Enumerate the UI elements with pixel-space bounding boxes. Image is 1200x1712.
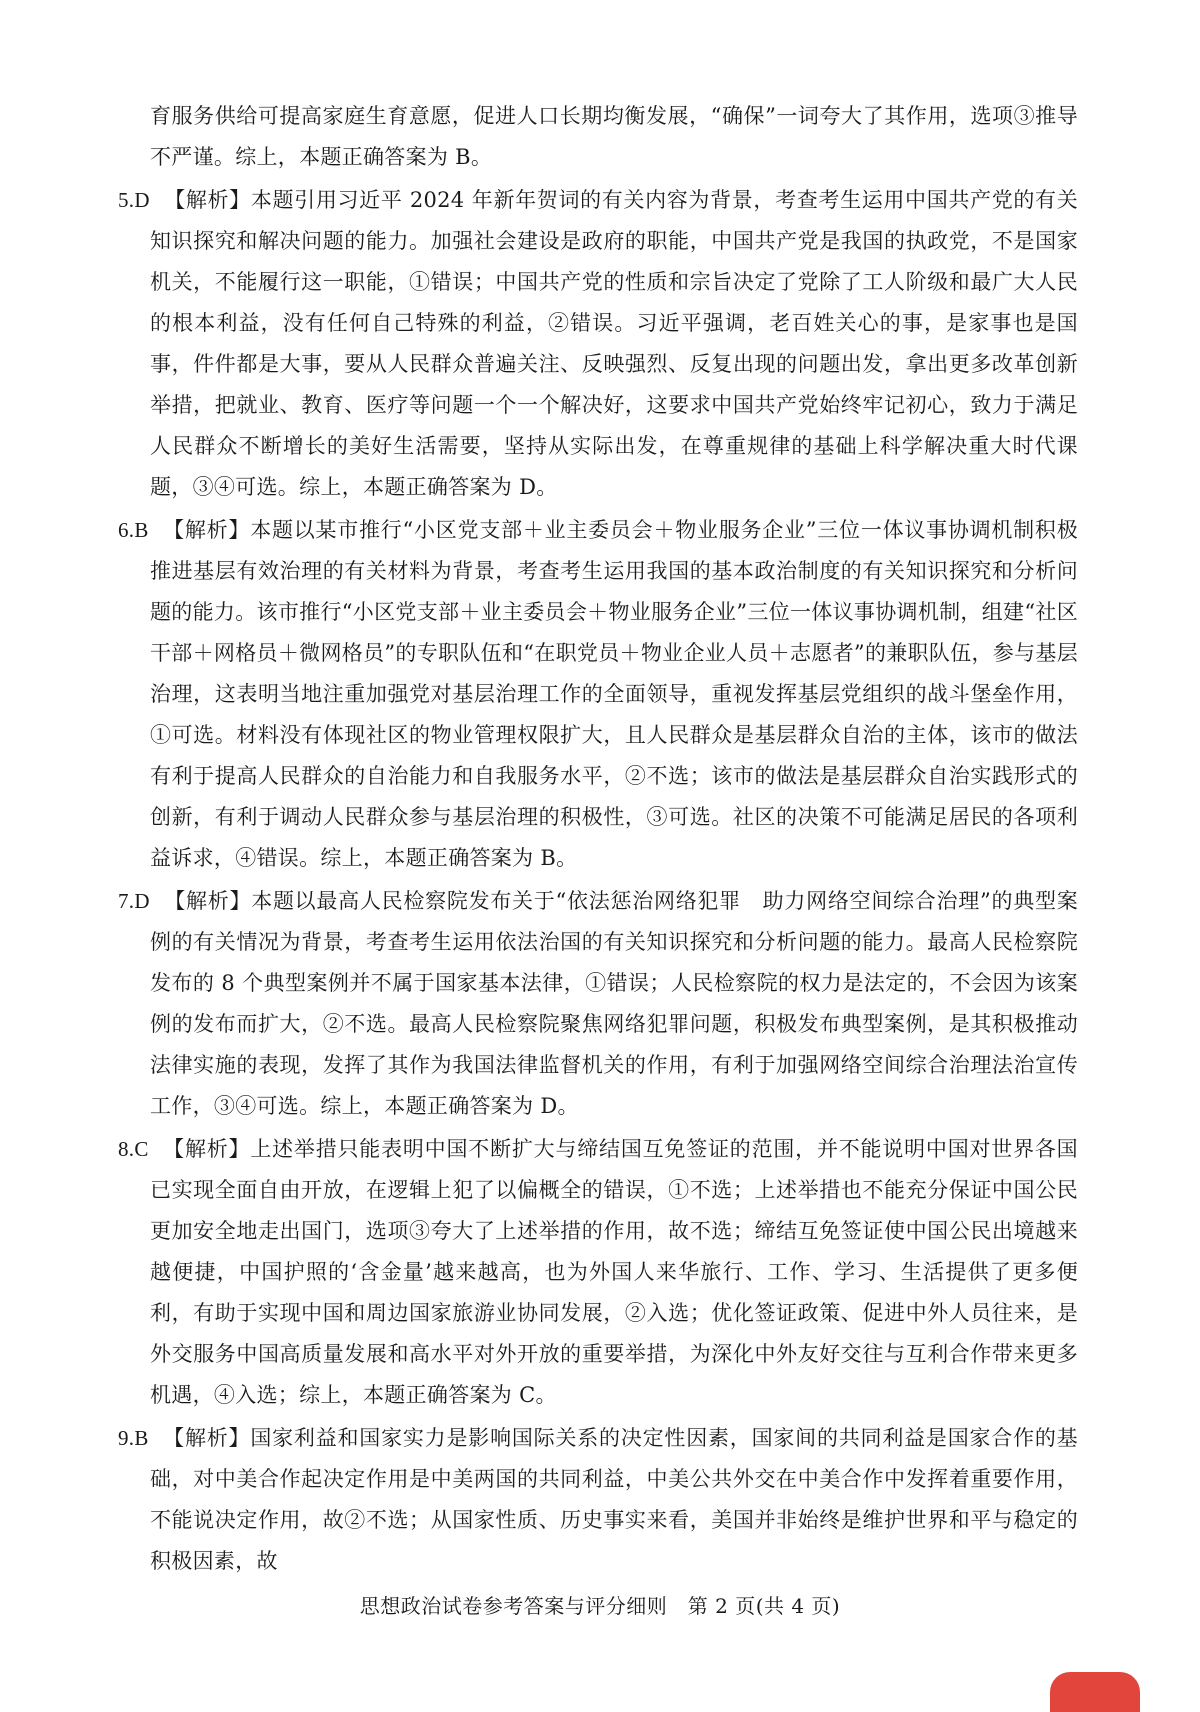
item-explanation: 【解析】国家利益和国家实力是影响国际关系的决定性因素，国家间的共同利益是国家合作的基础，对中美合作起决定作用是中美两国的共同利益，中美公共外交在中美合作中发挥着重要作用，不能说决定作用，故②不选；从国家性质、历史事实来看，美国并非始终是维护世界和平与稳定的积极因素，故 [150, 1426, 1078, 1573]
answer-item-9 [118, 1418, 1078, 1582]
answer-item-8 [118, 1129, 1078, 1416]
item-explanation: 【解析】本题引用习近平 2024 年新年贺词的有关内容为背景，考查考生运用中国共产党的有关知识探究和解决问题的能力。加强社会建设是政府的职能，中国共产党是我国的执政党，不是国家机关，不能履行这一职能，①错误；中国共产党的性质和宗旨决定了党除了工人阶级和最广大人民的根本利益，没有任何自己特殊的利益，②错误。习近平强调，老百姓关心的事，是家事也是国事，件件都是大事，要从人民群众普遍关注、反映强烈、反复出现的问题出发，拿出更多改革创新举措，把就业、教育、医疗等问题一个一个解决好，这要求中国共产党始终牢记初心，致力于满足人民群众不断增长的美好生活需要，坚持从实际出发，在尊重规律的基础上科学解决重大时代课题，③④可选。综上，本题正确答案为 D。 [150, 188, 1078, 499]
answer-content [118, 96, 1078, 1584]
continued-line-2: 谨。综上，本题正确答案为 B。 [192, 145, 493, 169]
item-explanation: 【解析】上述举措只能表明中国不断扩大与缔结国互免签证的范围，并不能说明中国对世界各国已实现全面自由开放，在逻辑上犯了以偏概全的错误，①不选；上述举措也不能充分保证中国公民更加安全地走出国门，选项③夸大了上述举措的作用，故不选；缔结互免签证使中国公民出境越来越便捷，中国护照的‘含金量’越来越高，也为外国人来华旅行、工作、学习、生活提供了更多便利，有助于实现中国和周边国家旅游业协同发展，②入选；优化签证政策、促进中外人员往来，是外交服务中国高质量发展和高水平对外开放的重要举措，为深化中外友好交往与互利合作带来更多机遇，④入选；综上，本题正确答案为 C。 [150, 1137, 1078, 1407]
item-number: 6. [118, 518, 135, 542]
answer-item-6 [118, 510, 1078, 879]
answer-item-5 [118, 180, 1078, 508]
item-answer: B [134, 518, 149, 542]
item-answer: C [134, 1137, 149, 1161]
item-explanation: 【解析】本题以某市推行“小区党支部＋业主委员会＋物业服务企业”三位一体议事协调机制积极推进基层有效治理的有关材料为背景，考查考生运用我国的基本政治制度的有关知识探究和分析问题的能力。该市推行“小区党支部＋业主委员会＋物业服务企业”三位一体议事协调机制，组建“社区干部＋网格员＋微网格员”的专职队伍和“在职党员＋物业企业人员＋志愿者”的兼职队伍，参与基层治理，这表明当地注重加强党对基层治理工作的全面领导，重视发挥基层党组织的战斗堡垒作用，①可选。材料没有体现社区的物业管理权限扩大，且人民群众是基层群众自治的主体，该市的做法有利于提高人民群众的自治能力和自我服务水平，②不选；该市的做法是基层群众自治实践形式的创新，有利于调动人民群众参与基层治理的积极性，③可选。社区的决策不可能满足居民的各项利益诉求，④错误。综上，本题正确答案为 B。 [150, 518, 1079, 870]
item-answer: D [134, 889, 150, 913]
continued-paragraph [118, 96, 1078, 178]
answer-item-7 [118, 881, 1078, 1127]
item-answer: D [134, 188, 150, 212]
item-number: 9. [118, 1426, 135, 1450]
corner-badge [1050, 1672, 1140, 1712]
item-answer: B [134, 1426, 149, 1450]
item-number: 7. [118, 889, 135, 913]
continued-line-1: 育服务供给可提高家庭生育意愿，促进人口长期均衡发展，“确保”一词夸大了其作用，选项③推导不严 [150, 104, 1078, 169]
item-number: 5. [118, 188, 135, 212]
page-footer: 思想政治试卷参考答案与评分细则 第 2 页(共 4 页) [359, 1594, 841, 1618]
item-number: 8. [118, 1137, 135, 1161]
item-explanation: 【解析】本题以最高人民检察院发布关于“依法惩治网络犯罪 助力网络空间综合治理”的典型案例的有关情况为背景，考查考生运用依法治国的有关知识探究和分析问题的能力。最高人民检察院发布的 8 个典型案例并不属于国家基本法律，①错误；人民检察院的权力是法定的，不会因为该案例的发布而扩大，②不选。最高人民检察院聚焦网络犯罪问题，积极发布典型案例，是其积极推动法律实施的表现，发挥了其作为我国法律监督机关的作用，有利于加强网络空间综合治理法治宣传工作，③④可选。综上，本题正确答案为 D。 [150, 889, 1078, 1118]
